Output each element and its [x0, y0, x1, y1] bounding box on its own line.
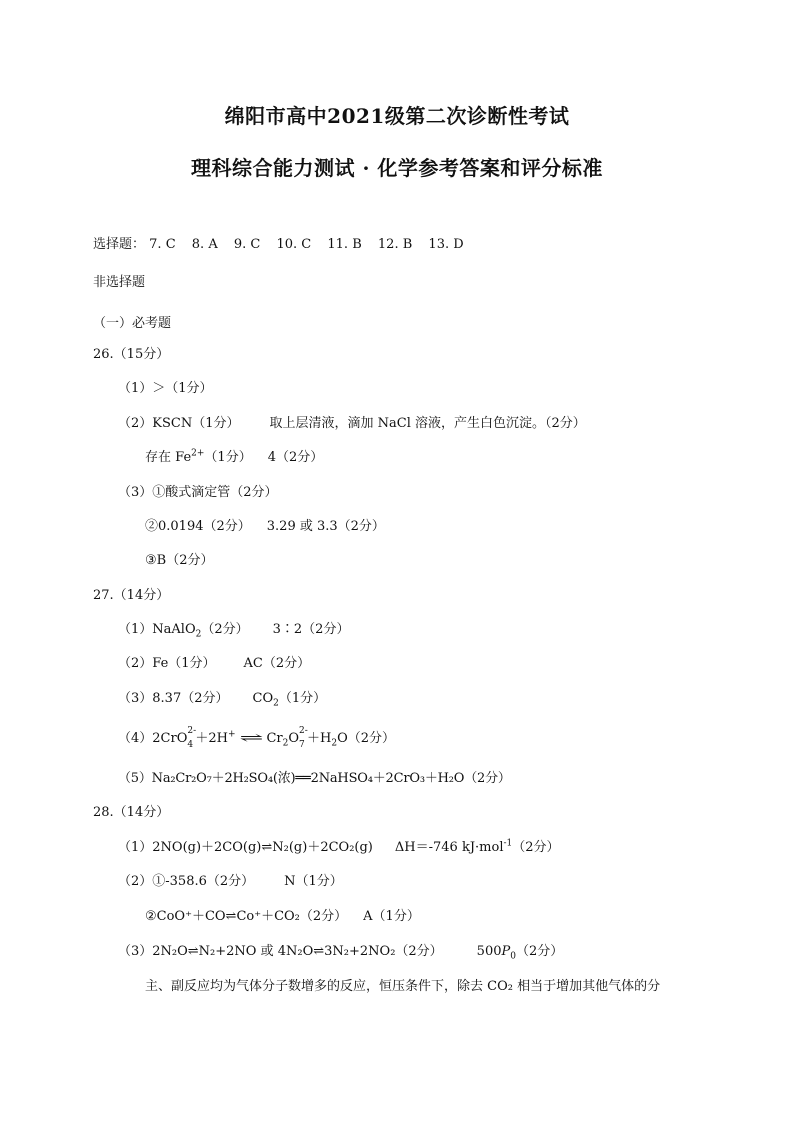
q27-part2	[118, 656, 310, 672]
q27-p4-score: O（2分）	[337, 731, 396, 746]
q26-part2-reagent: （2）KSCN（1分）	[118, 416, 240, 431]
choice-answer: 7. C	[149, 237, 176, 252]
q27-ac: AC（2分）	[243, 656, 311, 671]
q28-coo-eq: ②CoO⁺＋CO⇌Co⁺＋CO₂（2分）	[145, 909, 348, 924]
q26-part3-b	[145, 519, 385, 535]
choice-answers-line	[93, 237, 464, 253]
choice-answer: 13. D	[428, 237, 464, 252]
q26-part2-method: 取上层清液，滴加 NaCl 溶液，产生白色沉淀。（2分）	[269, 416, 586, 431]
q26-fe-charge: 2+	[191, 448, 205, 459]
choice-label: 选择题：	[93, 237, 146, 252]
q28-equation: （1）2NO(g)＋2CO(g)⇌N₂(g)＋2CO₂(g)	[118, 840, 373, 855]
q26-fe-text: 存在 Fe	[145, 450, 192, 465]
q26-value: 3.29 或 3.3（2分）	[266, 519, 385, 534]
q26-part1: （1）＞（1分）	[118, 381, 213, 396]
q28-n2o-eq: （3）2N₂O⇌N₂+2NO 或 4N₂O⇌3N₂+2NO₂（2分）	[118, 944, 443, 959]
q28-p0-coef: 500	[476, 944, 502, 959]
q28-a: A（1分）	[363, 909, 420, 924]
q28-part2	[118, 874, 343, 890]
q28-part1	[118, 840, 560, 856]
q26-part2	[118, 416, 586, 432]
q27-p4-num: （4）	[118, 731, 153, 746]
q27-cr2o7-sub: 7	[299, 740, 305, 750]
q28-p0-var: P	[501, 944, 511, 959]
choice-answer: 9. C	[233, 237, 261, 252]
non-choice-heading: 非选择题	[93, 275, 146, 290]
q28-delta-h: ΔH＝-746 kJ·mol	[394, 840, 504, 855]
q27-naalo2-sub: 2	[195, 629, 202, 640]
q27-cro4: 2CrO	[152, 731, 188, 746]
q27-part3	[118, 691, 326, 707]
q27-cr: Cr	[266, 731, 283, 746]
q27-ratio: 3∶2（2分）	[272, 622, 350, 637]
q27-cr-sub: 2	[282, 738, 289, 749]
q26-part3: （3）①酸式滴定管（2分）	[118, 485, 278, 500]
q28-p0-score: （2分）	[515, 944, 564, 959]
q27-part5: （5）Na₂Cr₂O₇＋2H₂SO₄(浓)══2NaHSO₄＋2CrO₃＋H₂O（2分）	[118, 771, 511, 786]
q27-ph: （3）8.37（2分）	[118, 691, 229, 706]
q27-part1	[118, 622, 349, 638]
exam-subtitle: 理科综合能力测试 · 化学参考答案和评分标准	[191, 156, 603, 180]
q28-part3	[118, 944, 563, 960]
q27-h2o-sub: 2	[331, 738, 338, 749]
q27-h-charge: +	[227, 729, 236, 740]
q26-part3-c: ③B（2分）	[145, 553, 214, 568]
choice-answer: 12. B	[377, 237, 413, 252]
q27-h-ion: ＋2H	[195, 731, 228, 746]
choice-answer: 8. A	[191, 237, 218, 252]
q27-fe: （2）Fe（1分）	[118, 656, 216, 671]
q27-o: O	[288, 731, 300, 746]
q28-part2-b	[145, 909, 420, 925]
q27-co2-sub: 2	[273, 698, 279, 709]
exam-title: 绵阳市高中2021级第二次诊断性考试	[224, 104, 570, 128]
q27-cro4-sub: 4	[187, 740, 194, 750]
q26-conc: ②0.0194（2分）	[145, 519, 251, 534]
choice-answer: 11. B	[327, 237, 362, 252]
q28-p0-sub: 0	[510, 951, 516, 962]
q27-naalo2: NaAlO	[152, 622, 196, 637]
required-section-heading: （一）必考题	[93, 316, 172, 331]
q27-p1-score: （2分）	[201, 622, 249, 637]
q28-energy: （2）①-358.6（2分）	[118, 874, 255, 889]
q28-p1-score: （2分）	[512, 840, 560, 855]
q28-heading: 28.（14分）	[93, 805, 170, 820]
q27-heading: 27.（14分）	[93, 588, 170, 603]
q26-part2-cont	[145, 450, 323, 466]
q26-fe-score: （1分）	[204, 450, 252, 465]
q27-part4	[118, 726, 396, 750]
q26-heading: 26.（15分）	[93, 347, 170, 362]
q27-cro4-charge: 2-	[187, 726, 197, 736]
q28-unit-exp: -1	[503, 838, 513, 849]
q27-co2: CO	[252, 691, 274, 706]
q26-part2-value: 4（2分）	[267, 450, 324, 465]
q27-h2o: ＋H	[307, 731, 332, 746]
q27-co2-score: （1分）	[278, 691, 327, 706]
q27-p1-num: （1）	[118, 622, 153, 637]
q28-part3-text: 主、副反应均为气体分子数增多的反应，恒压条件下，除去 CO₂ 相当于增加其他气体的分	[145, 979, 661, 994]
q27-cr2o7-charge: 2-	[299, 726, 308, 736]
q28-n: N（1分）	[284, 874, 343, 889]
q27-eq-arrow: ⇌	[238, 731, 263, 746]
choice-answer: 10. C	[276, 237, 312, 252]
